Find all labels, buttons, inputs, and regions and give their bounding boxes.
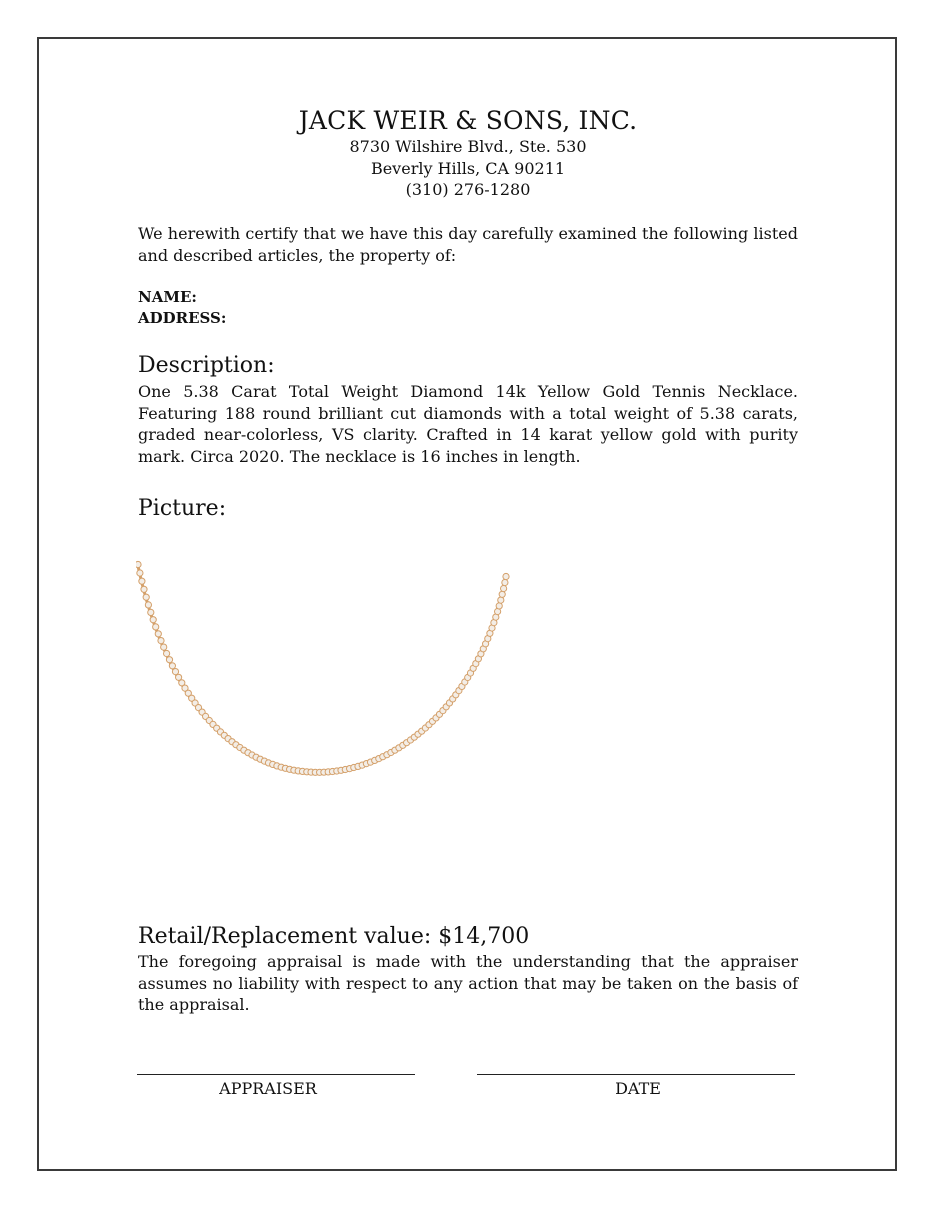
diamond-stone [499,591,505,597]
company-name: JACK WEIR & SONS, INC. [298,106,638,135]
letterhead [138,106,798,201]
diamond-stone [161,644,167,650]
appraiser-signature-line [137,1074,415,1075]
diamond-stone [136,561,141,567]
diamond-stone [143,594,149,600]
appraiser-label: APPRAISER [219,1079,317,1098]
diamond-stone [137,570,143,576]
necklace-chain [138,566,506,774]
certification-statement: We herewith certify that we have this day carefully examined the following listed and described articles, the property of: [138,224,798,265]
valuation-heading: Retail/Replacement value: $14,700 [138,924,530,949]
diamond-stone [502,579,508,585]
diamond-stone [155,631,161,637]
diamond-stone [503,573,509,579]
diamond-stone [172,669,178,675]
diamond-stone [498,597,504,603]
address-line-1: 8730 Wilshire Blvd., Ste. 530 [349,137,587,156]
diamond-stone [150,617,156,623]
necklace-image [136,560,510,812]
diamond-stone [139,578,145,584]
appraisal-disclaimer: The foregoing appraisal is made with the understanding that the appraiser assumes no liability with respect to any action that may be taken on the basis of the appraisal. [138,952,798,1014]
diamond-stone [169,663,175,669]
address-line-2: Beverly Hills, CA 90211 [370,158,566,178]
diamond-stone [145,602,151,608]
diamond-stone [153,624,159,630]
diamond-stone [148,609,154,615]
name-label: NAME: [138,288,197,306]
address-label: ADDRESS: [138,309,227,327]
picture-heading: Picture: [138,496,227,521]
owner-fields [138,287,798,329]
diamond-stone [166,657,172,663]
phone-number: (310) 276-1280 [405,180,531,199]
date-label: DATE [615,1079,661,1098]
diamond-stone [501,585,507,591]
description-text: One 5.38 Carat Total Weight Diamond 14k Yellow Gold Tennis Necklace. Featuring 188 round brilliant cut diamonds with a total weight of 5.38 carats, graded near-colorless, VS clarity. Crafted in 14 karat yellow gold with purity mark. Circa 2020. The necklace is 16 inches in length. [138,382,798,466]
diamond-stone [164,650,170,656]
diamond-stone [158,638,164,644]
necklace-chain-line [138,566,506,774]
diamond-stone [496,603,502,609]
description-heading: Description: [138,353,275,378]
necklace-diamonds [136,561,509,775]
diamond-stone [141,586,147,592]
date-signature-line [477,1074,795,1075]
